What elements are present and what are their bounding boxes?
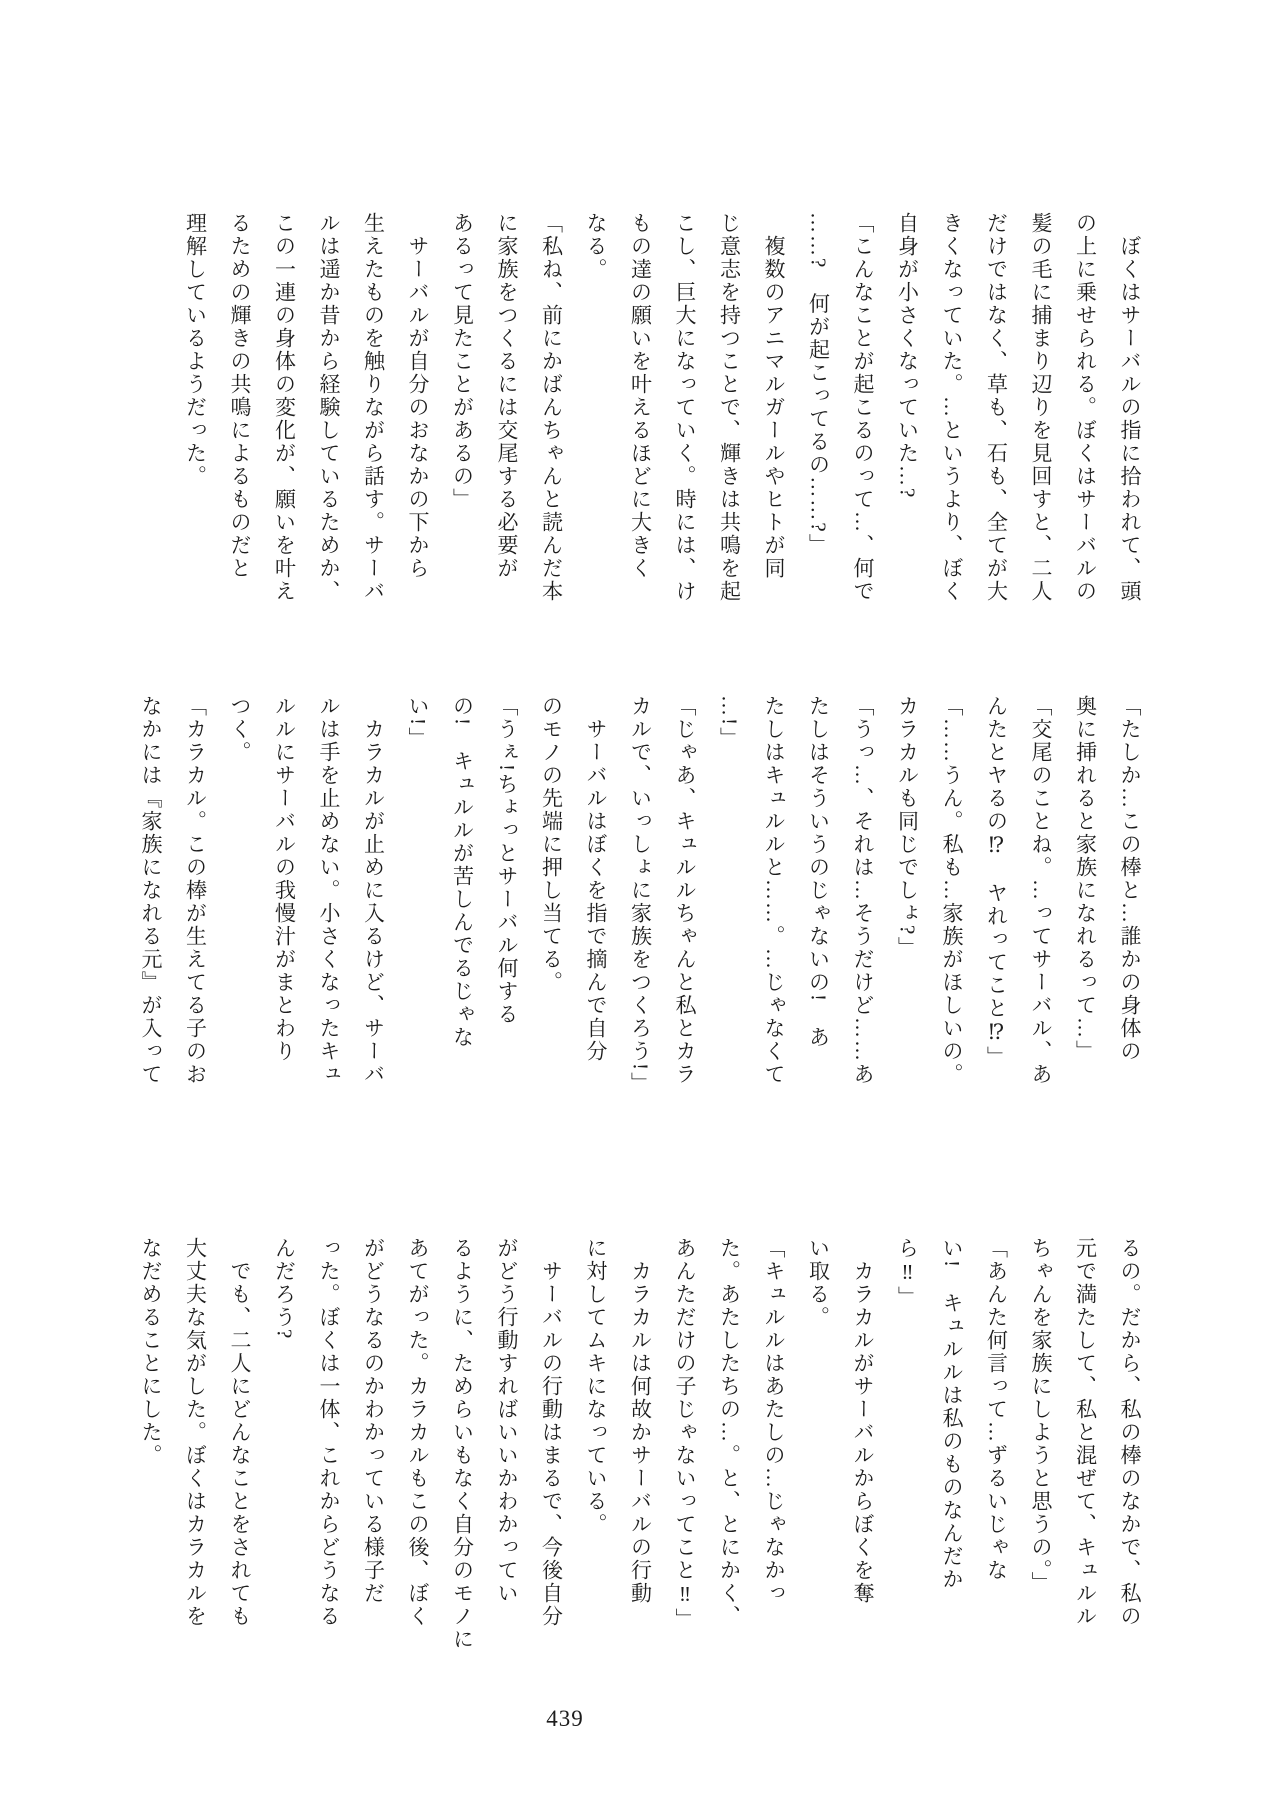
text-column: 髪の毛に捕まり辺りを見回すと、二人 [1029,212,1053,603]
text-column: い! キュルルは私のものなんだか [940,1237,964,1591]
text-column: こし、巨大になっていく。時には、け [673,212,697,603]
text-column: きくなっていた。…というより、ぼく [940,212,964,603]
text-column: んたとヤるの⁉ ヤれってこと⁉」 [984,695,1009,1069]
text-column: 「カラカル。この棒が生えてる子のお [183,695,208,1086]
text-column: たしはそういうのじゃないの! あ [806,695,831,1049]
text-column: じ意志を持つことで、輝きは共鳴を起 [717,212,742,603]
text-band-top [173,212,1152,617]
text-column: カラカルも同じでしょ?」 [895,695,920,960]
text-column: ぼくはサーバルの指に拾われて、頭 [1118,212,1142,603]
text-column: 「あんた何言って…ずるいじゃな [984,1237,1009,1582]
text-column: ルは手を止めない。小さくなったキュ [317,695,341,1086]
text-column: 「交尾のことね。…ってサーバル、あ [1029,695,1053,1086]
text-column: なだめることにした。 [139,1237,163,1467]
text-column: がどうなるのかわかっている様子だ [361,1237,386,1605]
text-column: 「うぇ!ちょっとサーバル何する [495,695,519,1026]
text-column: 「私ね、前にかばんちゃんと読んだ本 [539,212,564,603]
text-column: 生えたものを触りながら話す。サーバ [361,212,386,603]
text-column: がどう行動すればいいかわかってい [495,1237,519,1605]
text-column: この一連の身体の変化が、願いを叶え [272,212,297,603]
text-column: だけではなく、草も、石も、全てが大 [984,212,1009,603]
text-column: に家族をつくるには交尾する必要が [495,212,519,580]
text-column: あんただけの子じゃないってこと‼」 [673,1237,697,1631]
text-column: 「……うん。私も…家族がほしいの。 [940,695,964,1086]
text-column: たしはキュルルと……。…じゃなくて [762,695,786,1086]
text-column: カルで、いっしょに家族をつくろう!」 [628,695,653,1095]
text-column: もの達の願いを叶えるほどに大きく [628,212,653,580]
text-column: い取る。 [806,1237,831,1329]
text-column: ルは遥か昔から経験しているためか、 [317,212,341,603]
text-column: った。ぼくは一体、これからどうなる [317,1237,341,1628]
text-column: …!」 [717,695,742,750]
page-number: 439 [546,1706,584,1731]
text-band-middle [129,695,1153,1123]
text-column: なかには『家族になれる元』が入って [139,695,163,1086]
text-column: あてがった。カラカルもこの後、ぼく [406,1237,430,1628]
text-column: 「こんなことが起こるのって…、何で [851,212,875,603]
text-column: 自身が小さくなっていた…? [895,212,920,500]
text-column: なる。 [584,212,608,281]
text-column: カラカルが止めに入るけど、サーバ [361,695,386,1086]
text-column: んだろう? [272,1237,297,1341]
text-column: に対してムキになっている。 [584,1237,608,1536]
text-column: つく。 [228,695,252,764]
text-column: カラカルがサーバルからぼくを奪 [851,1237,875,1605]
text-band-bottom [129,1237,1153,1665]
text-column: 理解しているようだった。 [183,212,208,488]
text-column: のモノの先端に押し当てる。 [539,695,564,994]
text-column: 元で満たして、私と混ぜて、キュルル [1073,1237,1098,1628]
text-column: 複数のアニマルガールやヒトが同 [762,212,786,580]
text-column: ちゃんを家族にしようと思うの。」 [1029,1237,1053,1595]
text-column: るように、ためらいもなく自分のモノに [450,1237,475,1651]
text-column: あるって見たことがあるの」 [450,212,475,511]
text-column: カラカルは何故かサーバルの行動 [628,1237,653,1605]
text-column: サーバルが自分のおなかの下から [406,212,430,580]
text-column: 「たしか…この棒と…誰かの身体の [1118,695,1142,1063]
text-column: の上に乗せられる。ぼくはサーバルの [1073,212,1098,603]
text-column: の! キュルルが苦しんでるじゃな [450,695,475,1049]
text-column: 「キュルルはあたしの…じゃなかっ [762,1237,786,1605]
text-column: 大丈夫な気がした。ぼくはカラカルを [183,1237,208,1628]
text-column: るの。だから、私の棒のなかで、私の [1118,1237,1142,1628]
text-column: でも、二人にどんなことをされても [228,1237,252,1628]
text-column: サーバルの行動はまるで、今後自分 [539,1237,564,1628]
text-column: 「じゃあ、キュルルちゃんと私とカラ [673,695,697,1086]
text-column: 奥に挿れると家族になれるって…」 [1073,695,1098,1063]
text-column: ……? 何が起こってるの……?」 [806,212,831,557]
text-column: るための輝きの共鳴によるものだと [228,212,252,580]
text-column: サーバルはぼくを指で摘んで自分 [584,695,608,1063]
text-column: い!」 [406,695,430,750]
text-column: 「うっ…、それは…そうだけど……あ [851,695,875,1086]
text-column: た。あたしたちの…。と、とにかく、 [717,1237,742,1628]
text-column: ら‼」 [895,1237,920,1309]
text-column: ルルにサーバルの我慢汁がまとわり [272,695,297,1063]
